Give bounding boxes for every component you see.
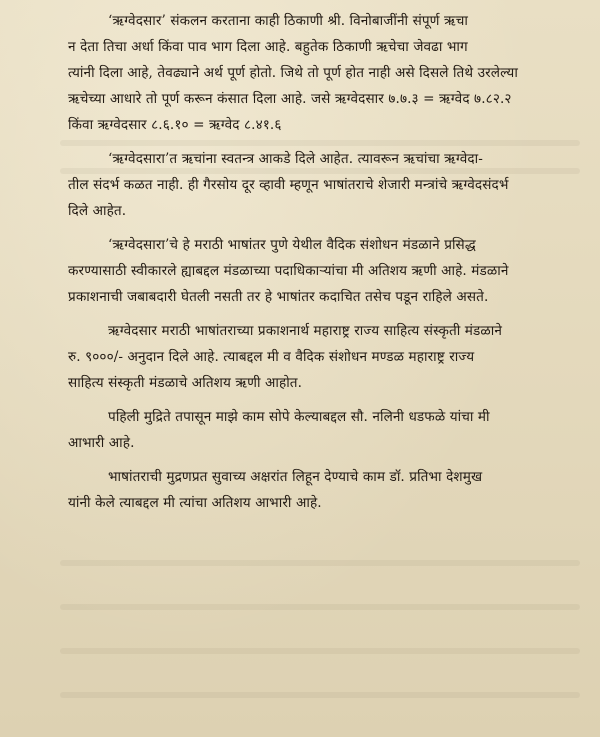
paragraph-manuscript-thanks — [68, 464, 570, 516]
text-line: दिले आहेत. — [68, 203, 127, 219]
body-text — [68, 8, 570, 524]
text-line: भाषांतराची मुद्रणप्रत सुवाच्य अक्षरांत लिहून देण्याचे काम डॉ. प्रतिभा देशमुख — [108, 469, 483, 485]
text-line: ऋग्वेदसार मराठी भाषांतराच्या प्रकाशनार्थ महाराष्ट्र राज्य साहित्य संस्कृती मंडळाने — [108, 323, 503, 339]
show-through-shadow — [60, 560, 580, 566]
paragraph-proofreading-thanks — [68, 404, 570, 456]
text-line: साहित्य संस्कृती मंडळाचे अतिशय ऋणी आहोत. — [68, 375, 303, 391]
text-line: तील संदर्भ कळत नाही. ही गैरसोय दूर व्हावी म्हणून भाषांतराचे शेजारी मन्त्रांचे ऋग्वेदसंदर्भ — [68, 177, 509, 193]
text-line: ऋचेच्या आधारे तो पूर्ण करून कंसात दिला आहे. जसे ऋग्वेदसार ७.७.३ = ऋग्वेद ७.८२.२ — [68, 91, 512, 107]
text-line: करण्यासाठी स्वीकारले ह्याबद्दल मंडळाच्या पदाधिकाऱ्यांचा मी अतिशय ऋणी आहे. मंडळाने — [68, 263, 509, 279]
paragraph-grant-thanks — [68, 318, 570, 396]
show-through-shadow — [60, 604, 580, 610]
text-line: त्यांनी दिला आहे, तेवढ्याने अर्थ पूर्ण होतो. जिथे तो पूर्ण होत नाही असे दिसले तिथे उरलेल्या — [68, 65, 518, 81]
text-line: यांनी केले त्याबद्दल मी त्यांचा अतिशय आभारी आहे. — [68, 495, 322, 511]
text-line: आभारी आहे. — [68, 435, 135, 451]
paragraph-verse-completion — [68, 8, 570, 138]
show-through-shadow — [60, 692, 580, 698]
text-line: किंवा ऋग्वेदसार ८.६.१० = ऋग्वेद ८.४१.६ — [68, 117, 282, 133]
text-line: न देता तिचा अर्धा किंवा पाव भाग दिला आहे. बहुतेक ठिकाणी ऋचेचा जेवढा भाग — [68, 39, 468, 55]
text-line: ‘ऋग्वेदसारा’चे हे मराठी भाषांतर पुणे येथील वैदिक संशोधन मंडळाने प्रसिद्ध — [108, 237, 476, 253]
text-line: पहिली मुद्रिते तपासून माझे काम सोपे केल्याबद्दल सौ. नलिनी धडफळे यांचा मी — [108, 409, 490, 425]
text-line: ‘ऋग्वेदसार’ संकलन करताना काही ठिकाणी श्री. विनोबाजींनी संपूर्ण ऋचा — [108, 13, 468, 29]
text-line: ‘ऋग्वेदसारा’त ऋचांना स्वतन्त्र आकडे दिले आहेत. त्यावरून ऋचांचा ऋग्वेदा- — [108, 151, 483, 167]
text-line: प्रकाशनाची जबाबदारी घेतली नसती तर हे भाषांतर कदाचित तसेच पडून राहिले असते. — [68, 289, 489, 305]
paragraph-references — [68, 146, 570, 224]
text-line: रु. ९०००/- अनुदान दिले आहे. त्याबद्दल मी व वैदिक संशोधन मण्डळ महाराष्ट्र राज्य — [68, 349, 475, 365]
paragraph-publication-thanks — [68, 232, 570, 310]
show-through-shadow — [60, 648, 580, 654]
